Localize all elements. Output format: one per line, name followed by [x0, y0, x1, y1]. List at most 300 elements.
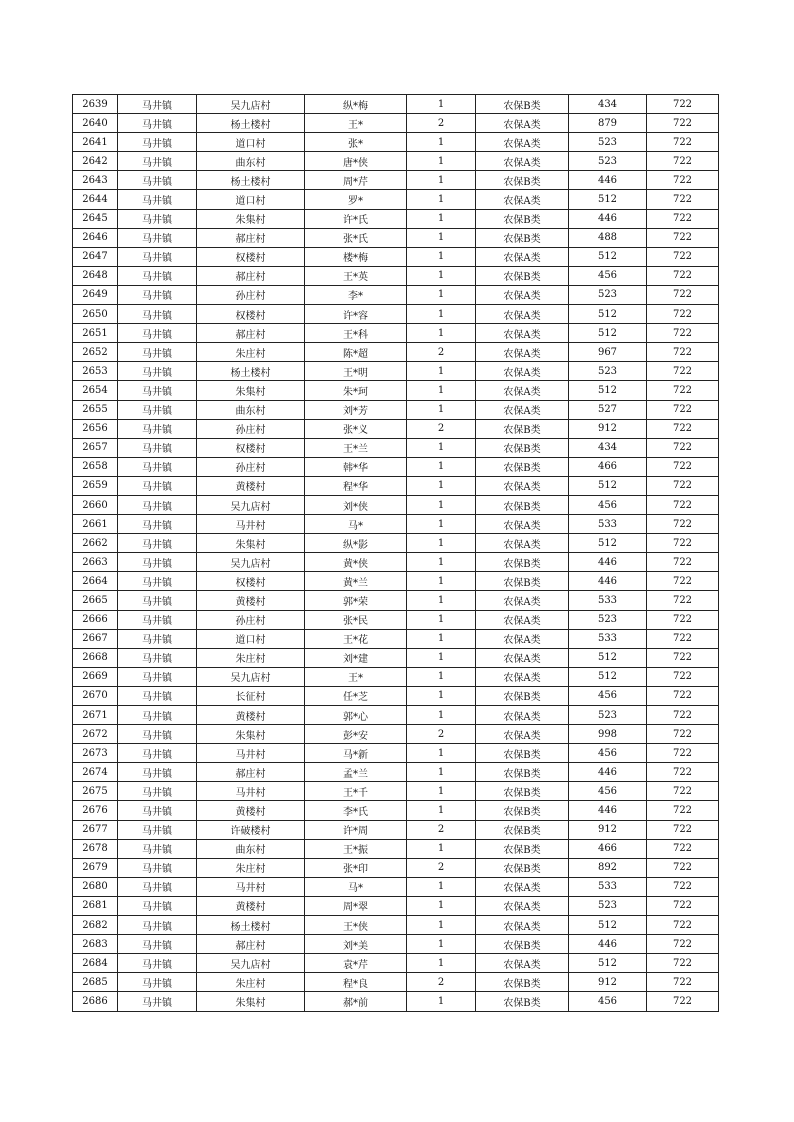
cell-town: 马井镇	[118, 495, 197, 514]
cell-count: 1	[407, 782, 476, 801]
cell-village: 杨土楼村	[197, 916, 305, 935]
table-row	[73, 419, 719, 438]
cell-amount: 434	[569, 95, 647, 114]
cell-row-number: 2675	[73, 782, 118, 801]
cell-row-number: 2686	[73, 992, 118, 1011]
cell-category: 农保A类	[476, 515, 569, 534]
cell-name: 王*科	[305, 324, 407, 343]
table-row	[73, 706, 719, 725]
cell-name: 朱*珂	[305, 381, 407, 400]
cell-name: 李*氏	[305, 801, 407, 820]
cell-amount: 446	[569, 553, 647, 572]
cell-row-number: 2650	[73, 305, 118, 324]
cell-row-number: 2646	[73, 228, 118, 247]
cell-standard: 722	[647, 801, 719, 820]
cell-name: 彭*安	[305, 725, 407, 744]
cell-amount: 512	[569, 381, 647, 400]
cell-category: 农保A类	[476, 285, 569, 304]
cell-count: 1	[407, 476, 476, 495]
cell-count: 1	[407, 572, 476, 591]
cell-village: 朱集村	[197, 725, 305, 744]
cell-standard: 722	[647, 935, 719, 954]
cell-amount: 512	[569, 954, 647, 973]
cell-count: 1	[407, 228, 476, 247]
cell-name: 许*周	[305, 820, 407, 839]
table-row	[73, 114, 719, 133]
cell-amount: 512	[569, 667, 647, 686]
cell-village: 郝庄村	[197, 935, 305, 954]
table-row	[73, 476, 719, 495]
cell-town: 马井镇	[118, 266, 197, 285]
table-row	[73, 839, 719, 858]
cell-amount: 998	[569, 725, 647, 744]
cell-count: 2	[407, 858, 476, 877]
cell-standard: 722	[647, 247, 719, 266]
cell-count: 2	[407, 725, 476, 744]
cell-count: 1	[407, 744, 476, 763]
cell-name: 楼*梅	[305, 247, 407, 266]
table-row	[73, 285, 719, 304]
cell-name: 纵*梅	[305, 95, 407, 114]
table-row	[73, 572, 719, 591]
cell-village: 黄楼村	[197, 591, 305, 610]
cell-amount: 879	[569, 114, 647, 133]
cell-village: 朱集村	[197, 534, 305, 553]
table-row	[73, 534, 719, 553]
cell-village: 道口村	[197, 190, 305, 209]
cell-category: 农保B类	[476, 495, 569, 514]
cell-amount: 533	[569, 591, 647, 610]
cell-town: 马井镇	[118, 610, 197, 629]
cell-count: 1	[407, 190, 476, 209]
cell-amount: 446	[569, 935, 647, 954]
cell-category: 农保A类	[476, 896, 569, 915]
cell-name: 马*新	[305, 744, 407, 763]
cell-town: 马井镇	[118, 247, 197, 266]
cell-count: 1	[407, 648, 476, 667]
cell-count: 1	[407, 954, 476, 973]
cell-row-number: 2680	[73, 877, 118, 896]
table-row	[73, 515, 719, 534]
cell-village: 马井村	[197, 744, 305, 763]
cell-count: 1	[407, 495, 476, 514]
cell-town: 马井镇	[118, 515, 197, 534]
cell-amount: 533	[569, 629, 647, 648]
cell-row-number: 2672	[73, 725, 118, 744]
cell-village: 道口村	[197, 133, 305, 152]
cell-row-number: 2641	[73, 133, 118, 152]
cell-village: 孙庄村	[197, 285, 305, 304]
cell-standard: 722	[647, 152, 719, 171]
table-row	[73, 381, 719, 400]
table-row	[73, 629, 719, 648]
cell-name: 任*芝	[305, 686, 407, 705]
cell-town: 马井镇	[118, 419, 197, 438]
cell-amount: 523	[569, 706, 647, 725]
cell-count: 1	[407, 686, 476, 705]
cell-town: 马井镇	[118, 839, 197, 858]
cell-village: 黄楼村	[197, 896, 305, 915]
cell-town: 马井镇	[118, 858, 197, 877]
cell-name: 袁*芹	[305, 954, 407, 973]
cell-category: 农保B类	[476, 95, 569, 114]
cell-name: 王*千	[305, 782, 407, 801]
cell-name: 郭*荣	[305, 591, 407, 610]
cell-name: 陈*超	[305, 343, 407, 362]
cell-amount: 533	[569, 515, 647, 534]
table-row	[73, 744, 719, 763]
cell-name: 王*明	[305, 362, 407, 381]
cell-count: 2	[407, 419, 476, 438]
cell-amount: 512	[569, 190, 647, 209]
table-row	[73, 591, 719, 610]
cell-amount: 523	[569, 285, 647, 304]
cell-village: 黄楼村	[197, 801, 305, 820]
cell-name: 张*义	[305, 419, 407, 438]
cell-row-number: 2657	[73, 438, 118, 457]
cell-village: 吴九店村	[197, 553, 305, 572]
cell-amount: 523	[569, 610, 647, 629]
cell-town: 马井镇	[118, 209, 197, 228]
cell-row-number: 2664	[73, 572, 118, 591]
cell-category: 农保A类	[476, 648, 569, 667]
cell-category: 农保A类	[476, 591, 569, 610]
table-row	[73, 553, 719, 572]
cell-count: 1	[407, 438, 476, 457]
cell-town: 马井镇	[118, 114, 197, 133]
cell-category: 农保B类	[476, 935, 569, 954]
cell-name: 唐*侠	[305, 152, 407, 171]
cell-row-number: 2656	[73, 419, 118, 438]
cell-row-number: 2658	[73, 457, 118, 476]
cell-category: 农保A类	[476, 476, 569, 495]
cell-town: 马井镇	[118, 400, 197, 419]
cell-standard: 722	[647, 992, 719, 1011]
cell-standard: 722	[647, 591, 719, 610]
cell-standard: 722	[647, 820, 719, 839]
cell-amount: 523	[569, 133, 647, 152]
cell-row-number: 2677	[73, 820, 118, 839]
cell-category: 农保B类	[476, 572, 569, 591]
cell-village: 朱庄村	[197, 343, 305, 362]
cell-name: 孟*兰	[305, 763, 407, 782]
cell-town: 马井镇	[118, 820, 197, 839]
table-row	[73, 610, 719, 629]
cell-standard: 722	[647, 973, 719, 992]
cell-name: 黄*兰	[305, 572, 407, 591]
cell-name: 黄*侠	[305, 553, 407, 572]
cell-standard: 722	[647, 114, 719, 133]
cell-count: 1	[407, 896, 476, 915]
cell-name: 罗*	[305, 190, 407, 209]
cell-amount: 456	[569, 266, 647, 285]
cell-standard: 722	[647, 916, 719, 935]
cell-standard: 722	[647, 133, 719, 152]
cell-name: 纵*影	[305, 534, 407, 553]
cell-count: 1	[407, 667, 476, 686]
cell-count: 1	[407, 534, 476, 553]
cell-amount: 488	[569, 228, 647, 247]
cell-standard: 722	[647, 209, 719, 228]
cell-amount: 512	[569, 648, 647, 667]
cell-row-number: 2666	[73, 610, 118, 629]
cell-village: 吴九店村	[197, 954, 305, 973]
cell-count: 1	[407, 610, 476, 629]
cell-row-number: 2683	[73, 935, 118, 954]
cell-category: 农保A类	[476, 725, 569, 744]
cell-name: 张*氏	[305, 228, 407, 247]
cell-row-number: 2679	[73, 858, 118, 877]
cell-count: 1	[407, 515, 476, 534]
cell-standard: 722	[647, 343, 719, 362]
cell-amount: 456	[569, 992, 647, 1011]
cell-town: 马井镇	[118, 476, 197, 495]
cell-category: 农保B类	[476, 782, 569, 801]
table-row	[73, 935, 719, 954]
cell-category: 农保A类	[476, 629, 569, 648]
cell-count: 2	[407, 114, 476, 133]
cell-village: 马井村	[197, 877, 305, 896]
cell-amount: 892	[569, 858, 647, 877]
table-row	[73, 858, 719, 877]
cell-category: 农保B类	[476, 228, 569, 247]
cell-town: 马井镇	[118, 706, 197, 725]
cell-row-number: 2655	[73, 400, 118, 419]
cell-count: 1	[407, 209, 476, 228]
table-row	[73, 877, 719, 896]
cell-village: 孙庄村	[197, 610, 305, 629]
cell-amount: 512	[569, 476, 647, 495]
cell-amount: 446	[569, 171, 647, 190]
cell-name: 刘*芳	[305, 400, 407, 419]
table-row	[73, 95, 719, 114]
cell-town: 马井镇	[118, 381, 197, 400]
cell-town: 马井镇	[118, 629, 197, 648]
cell-amount: 523	[569, 896, 647, 915]
cell-category: 农保A类	[476, 916, 569, 935]
cell-amount: 912	[569, 973, 647, 992]
cell-village: 郝庄村	[197, 266, 305, 285]
cell-category: 农保B类	[476, 744, 569, 763]
cell-amount: 466	[569, 457, 647, 476]
cell-category: 农保B类	[476, 992, 569, 1011]
cell-name: 郭*心	[305, 706, 407, 725]
cell-row-number: 2647	[73, 247, 118, 266]
cell-row-number: 2668	[73, 648, 118, 667]
cell-name: 马*	[305, 877, 407, 896]
cell-standard: 722	[647, 400, 719, 419]
cell-name: 王*侠	[305, 916, 407, 935]
table-row	[73, 171, 719, 190]
cell-category: 农保B类	[476, 266, 569, 285]
cell-town: 马井镇	[118, 763, 197, 782]
cell-category: 农保A类	[476, 400, 569, 419]
cell-amount: 456	[569, 744, 647, 763]
cell-row-number: 2662	[73, 534, 118, 553]
cell-standard: 722	[647, 228, 719, 247]
cell-village: 许破楼村	[197, 820, 305, 839]
cell-amount: 512	[569, 247, 647, 266]
cell-town: 马井镇	[118, 457, 197, 476]
table-row	[73, 782, 719, 801]
cell-standard: 722	[647, 419, 719, 438]
table-row	[73, 763, 719, 782]
data-table	[72, 94, 719, 1012]
cell-row-number: 2671	[73, 706, 118, 725]
table-row	[73, 896, 719, 915]
cell-standard: 722	[647, 476, 719, 495]
cell-village: 吴九店村	[197, 95, 305, 114]
cell-village: 权楼村	[197, 438, 305, 457]
cell-town: 马井镇	[118, 190, 197, 209]
cell-town: 马井镇	[118, 667, 197, 686]
cell-village: 孙庄村	[197, 457, 305, 476]
cell-row-number: 2652	[73, 343, 118, 362]
cell-category: 农保A类	[476, 324, 569, 343]
cell-amount: 512	[569, 534, 647, 553]
cell-village: 权楼村	[197, 305, 305, 324]
table-row	[73, 400, 719, 419]
cell-category: 农保B类	[476, 171, 569, 190]
cell-amount: 446	[569, 572, 647, 591]
cell-category: 农保B类	[476, 209, 569, 228]
cell-standard: 722	[647, 877, 719, 896]
table-row	[73, 133, 719, 152]
cell-town: 马井镇	[118, 343, 197, 362]
cell-name: 张*印	[305, 858, 407, 877]
cell-town: 马井镇	[118, 686, 197, 705]
cell-standard: 722	[647, 744, 719, 763]
cell-count: 1	[407, 935, 476, 954]
cell-village: 权楼村	[197, 572, 305, 591]
cell-town: 马井镇	[118, 954, 197, 973]
cell-name: 韩*华	[305, 457, 407, 476]
cell-amount: 533	[569, 877, 647, 896]
cell-standard: 722	[647, 648, 719, 667]
cell-count: 1	[407, 591, 476, 610]
table-row	[73, 247, 719, 266]
cell-category: 农保A类	[476, 190, 569, 209]
table-row	[73, 209, 719, 228]
cell-row-number: 2648	[73, 266, 118, 285]
cell-standard: 722	[647, 553, 719, 572]
cell-count: 1	[407, 247, 476, 266]
cell-category: 农保A类	[476, 610, 569, 629]
cell-standard: 722	[647, 305, 719, 324]
cell-town: 马井镇	[118, 973, 197, 992]
cell-category: 农保A类	[476, 247, 569, 266]
cell-village: 朱集村	[197, 992, 305, 1011]
cell-village: 吴九店村	[197, 495, 305, 514]
cell-count: 1	[407, 324, 476, 343]
cell-village: 朱庄村	[197, 973, 305, 992]
cell-category: 农保B类	[476, 801, 569, 820]
cell-row-number: 2639	[73, 95, 118, 114]
table-row	[73, 648, 719, 667]
cell-town: 马井镇	[118, 362, 197, 381]
cell-category: 农保B类	[476, 438, 569, 457]
cell-name: 郝*前	[305, 992, 407, 1011]
cell-town: 马井镇	[118, 572, 197, 591]
cell-standard: 722	[647, 457, 719, 476]
cell-row-number: 2673	[73, 744, 118, 763]
cell-standard: 722	[647, 667, 719, 686]
cell-category: 农保B类	[476, 457, 569, 476]
table-row	[73, 916, 719, 935]
cell-count: 1	[407, 95, 476, 114]
cell-standard: 722	[647, 95, 719, 114]
cell-count: 1	[407, 801, 476, 820]
cell-town: 马井镇	[118, 133, 197, 152]
cell-name: 许*容	[305, 305, 407, 324]
cell-town: 马井镇	[118, 228, 197, 247]
cell-standard: 722	[647, 763, 719, 782]
cell-row-number: 2669	[73, 667, 118, 686]
table-row	[73, 343, 719, 362]
cell-village: 曲东村	[197, 152, 305, 171]
table-row	[73, 725, 719, 744]
cell-amount: 456	[569, 782, 647, 801]
cell-count: 1	[407, 133, 476, 152]
table-row	[73, 686, 719, 705]
cell-village: 长征村	[197, 686, 305, 705]
cell-name: 刘*侠	[305, 495, 407, 514]
cell-town: 马井镇	[118, 305, 197, 324]
cell-amount: 912	[569, 419, 647, 438]
cell-name: 张*民	[305, 610, 407, 629]
cell-count: 1	[407, 266, 476, 285]
cell-row-number: 2670	[73, 686, 118, 705]
cell-standard: 722	[647, 629, 719, 648]
cell-amount: 466	[569, 839, 647, 858]
cell-amount: 434	[569, 438, 647, 457]
cell-name: 程*良	[305, 973, 407, 992]
cell-village: 马井村	[197, 515, 305, 534]
cell-category: 农保B类	[476, 553, 569, 572]
cell-standard: 722	[647, 266, 719, 285]
table-row	[73, 820, 719, 839]
cell-standard: 722	[647, 495, 719, 514]
table-row	[73, 324, 719, 343]
cell-category: 农保A类	[476, 362, 569, 381]
cell-row-number: 2678	[73, 839, 118, 858]
cell-name: 王*	[305, 114, 407, 133]
cell-standard: 722	[647, 839, 719, 858]
cell-row-number: 2682	[73, 916, 118, 935]
cell-town: 马井镇	[118, 324, 197, 343]
cell-village: 吴九店村	[197, 667, 305, 686]
table-body	[73, 95, 719, 1012]
cell-category: 农保B类	[476, 973, 569, 992]
cell-name: 王*英	[305, 266, 407, 285]
cell-row-number: 2649	[73, 285, 118, 304]
cell-row-number: 2661	[73, 515, 118, 534]
cell-amount: 523	[569, 362, 647, 381]
cell-amount: 446	[569, 801, 647, 820]
table-row	[73, 954, 719, 973]
cell-town: 马井镇	[118, 438, 197, 457]
cell-town: 马井镇	[118, 916, 197, 935]
cell-standard: 722	[647, 381, 719, 400]
table-row	[73, 228, 719, 247]
cell-count: 1	[407, 400, 476, 419]
cell-standard: 722	[647, 686, 719, 705]
cell-town: 马井镇	[118, 992, 197, 1011]
cell-name: 周*芹	[305, 171, 407, 190]
cell-standard: 722	[647, 438, 719, 457]
cell-count: 1	[407, 839, 476, 858]
table-row	[73, 362, 719, 381]
